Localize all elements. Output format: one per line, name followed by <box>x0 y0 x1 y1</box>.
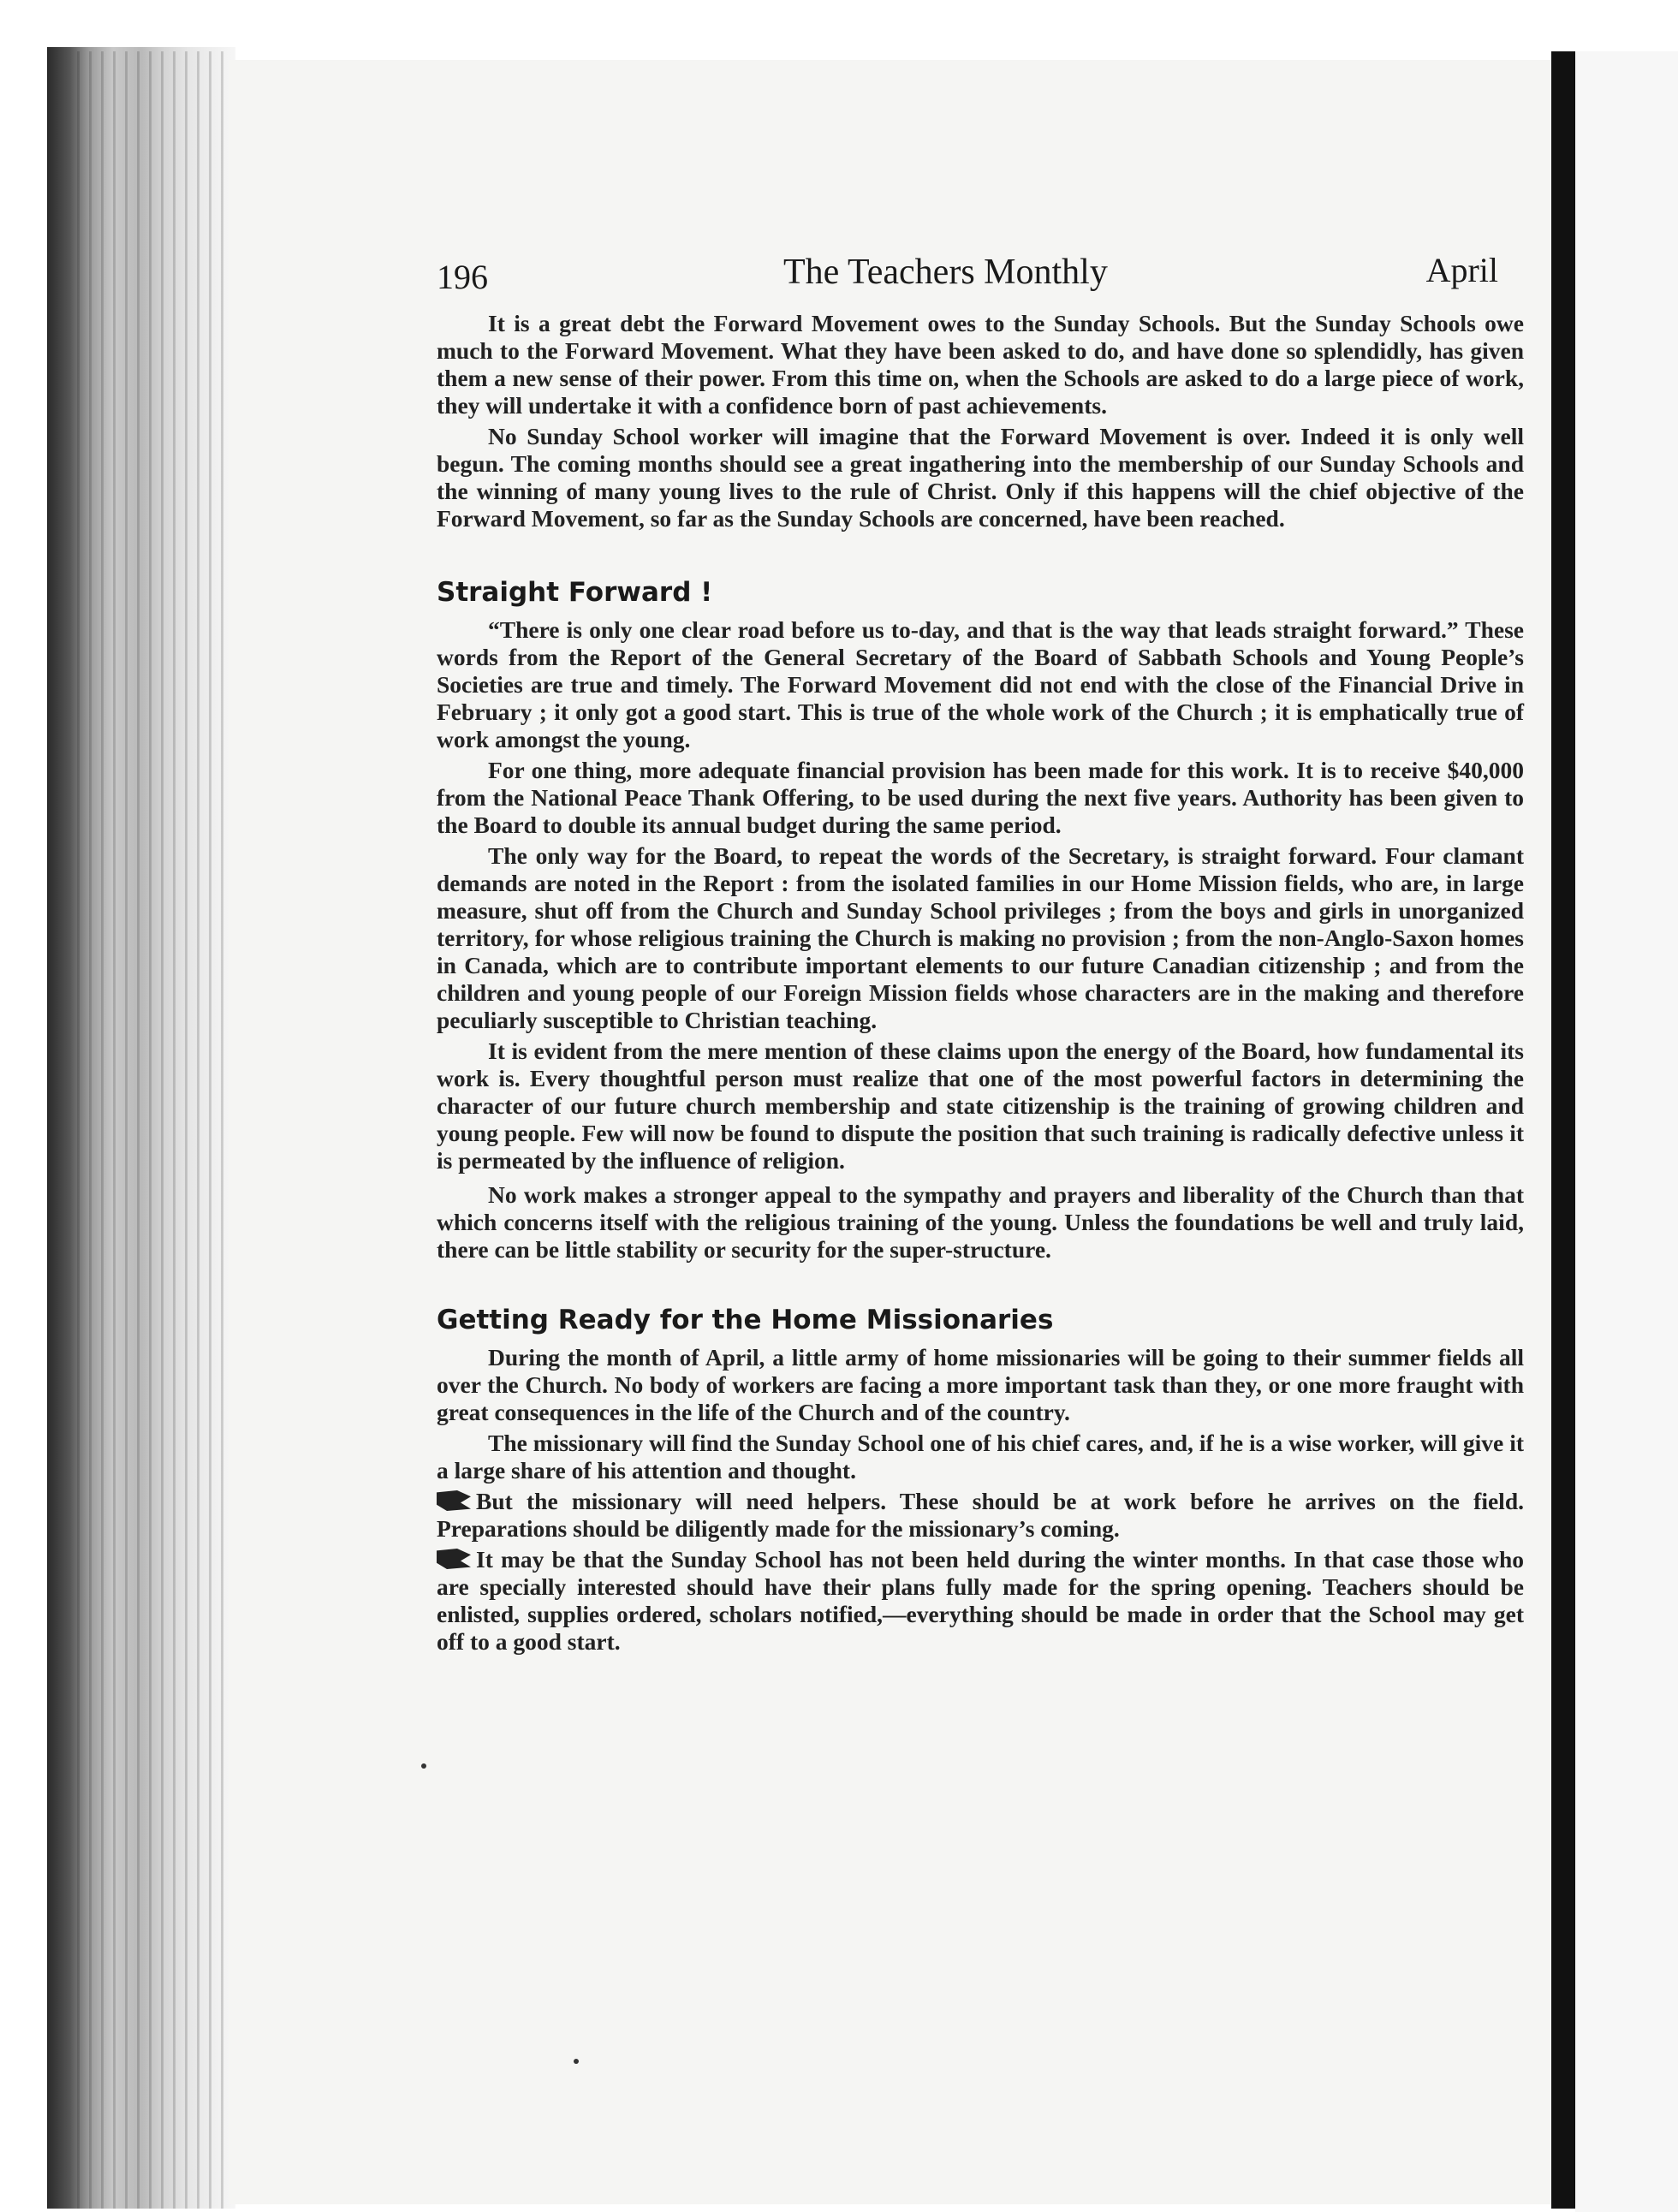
page-content <box>437 248 1524 1656</box>
home-missionaries-paragraph-3 <box>437 1488 1524 1543</box>
intro-paragraph-1: It is a great debt the Forward Movement owes to the Sunday Schools. But the Sunday Schools owe much to the Forward Movement. What they have been asked to do, and have done so splendidly, has given them a new sense of their power. From this time on, when the Schools are asked to do a large piece of work, they will undertake it with a confidence born of past achievements. <box>437 310 1524 419</box>
home-missionaries-paragraph-3-text: But the missionary will need helpers. These should be at work before he arrives on the field. Preparations should be diligently made for the missionary’s coming. <box>437 1488 1524 1542</box>
home-missionaries-section <box>437 1344 1524 1656</box>
straight-forward-section <box>437 616 1524 1264</box>
page-number: 196 <box>437 258 488 296</box>
straight-forward-paragraph-2: For one thing, more adequate financial provision has been made for this work. It is to receive $40,000 from the National Peace Thank Offering, to be used during the next five years. Authority has been given to the Board to double its annual budget during the same period. <box>437 757 1524 838</box>
straight-forward-paragraph-3: The only way for the Board, to repeat the words of the Secretary, is straight forward. Four clamant demands are noted in the Report : from the isolated families in our Home Mission fields, who are, in large measure, shut off from the Church and Sunday School privileges ; from the boys and girls in unorganized territory, for whose religious training the Church is making no provision ; from the non-Anglo-Saxon homes in Canada, which are to contribute important elements to our future Canadian citizenship ; and from the children and young people of our Foreign Mission fields whose characters are in the making and therefore peculiarly susceptible to Christian teaching. <box>437 842 1524 1033</box>
scan-speck <box>421 1763 426 1769</box>
scan-speck <box>574 2059 579 2064</box>
intro-paragraph-2: No Sunday School worker will imagine that the Forward Movement is over. Indeed it is only well begun. The coming months should see a great ingathering into the membership of our Sunday Schools and the winning of many young lives to the rule of Christ. Only if this happens will the chief objective of the Forward Movement, so far as the Sunday Schools are concerned, have been reached. <box>437 423 1524 532</box>
facing-page-sliver <box>1575 51 1678 2212</box>
book-gutter <box>1551 51 1575 2209</box>
section-heading-home-missionaries: Getting Ready for the Home Missionaries <box>437 1305 1054 1335</box>
intro-section <box>437 310 1524 532</box>
straight-forward-paragraph-5: No work makes a stronger appeal to the sympathy and prayers and liberality of the Church than that which concerns itself with the religious training of the young. Unless the foundations be well and truly laid, there can be little stability or security for the super-structure. <box>437 1181 1524 1263</box>
journal-title: The Teachers Monthly <box>783 253 1108 292</box>
running-header <box>437 248 1524 308</box>
straight-forward-paragraph-4: It is evident from the mere mention of these claims upon the energy of the Board, how fundamental its work is. Every thoughtful person must realize that one of the most powerful factors in determining the character of our future church membership and state citizenship is the training of growing children and young people. Few will now be found to dispute the position that such training is radically defective unless it is permeated by the influence of religion. <box>437 1038 1524 1174</box>
page-edge-stripes <box>77 51 231 2209</box>
home-missionaries-paragraph-1: During the month of April, a little army of home missionaries will be going to their summer fields all over the Church. No body of workers are facing a more important task than they, or one more fraught with great consequences in the life of the Church and of the country. <box>437 1344 1524 1425</box>
home-missionaries-paragraph-4-text: It may be that the Sunday School has not been held during the winter months. In that case those who are specially interested should have their plans fully made for the spring opening. Teachers should be enlisted, supplies ordered, scholars notified,—everything should be made in order that the School may get off to a good start. <box>437 1546 1524 1655</box>
home-missionaries-paragraph-2: The missionary will find the Sunday School one of his chief cares, and, if he is a wise worker, will give it a large share of his attention and thought. <box>437 1430 1524 1484</box>
straight-forward-paragraph-1: “There is only one clear road before us to-day, and that is the way that leads straight forward.” These words from the Report of the General Secretary of the Board of Sabbath Schools and Young People’s Societies are true and timely. The Forward Movement did not end with the close of the Financial Drive in February ; it only got a good start. This is true of the whole work of the Church ; it is emphatically true of work amongst the young. <box>437 616 1524 752</box>
home-missionaries-paragraph-4 <box>437 1546 1524 1656</box>
pointing-hand-icon <box>437 1549 471 1569</box>
issue-month: April <box>1425 251 1498 289</box>
section-heading-straight-forward: Straight Forward ! <box>437 577 713 608</box>
pointing-hand-icon <box>437 1490 471 1511</box>
